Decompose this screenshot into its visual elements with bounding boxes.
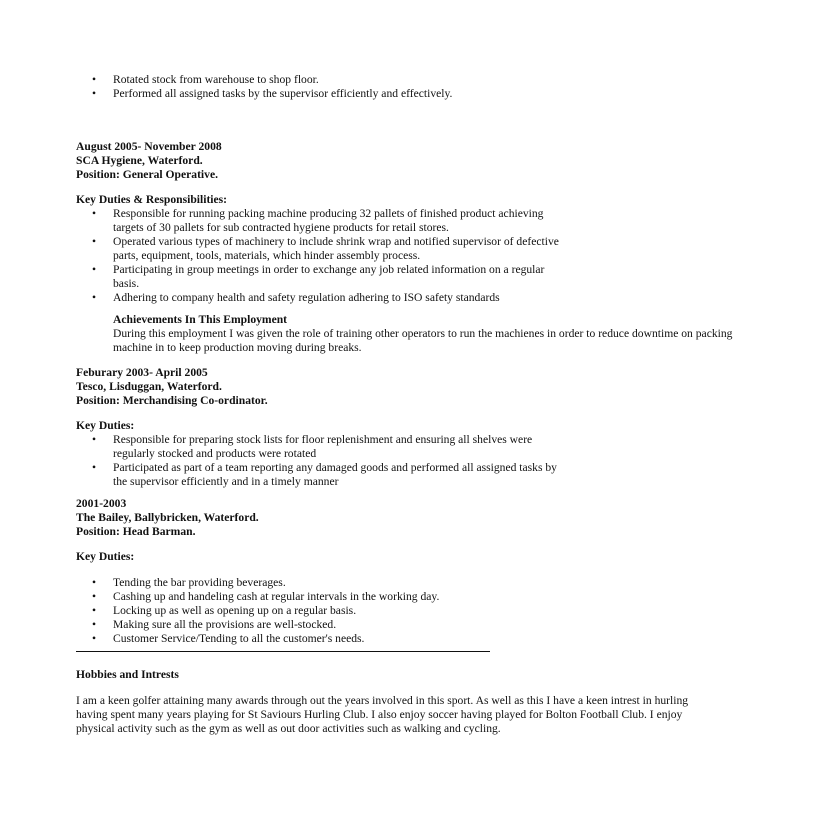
list-item: • Performed all assigned tasks by the supervisor efficiently and effectively.: [0, 87, 638, 101]
list-item: • Cashing up and handeling cash at regular intervals in the working day.: [0, 590, 638, 604]
list-item: • Participating in group meetings in order to exchange any job related information on a regular basis.: [0, 263, 638, 291]
job1-achievements-heading: Achievements In This Employment: [113, 313, 288, 326]
list-item: • Making sure all the provisions are well-stocked.: [0, 618, 638, 632]
list-item: • Locking up as well as opening up on a regular basis.: [0, 604, 638, 618]
job1-position: Position: General Operative.: [76, 168, 218, 181]
top-duty-list: [0, 73, 638, 101]
list-item: • Participated as part of a team reporting any damaged goods and performed all assigned tasks by the supervisor efficiently and in a timely manner: [0, 461, 638, 489]
section-divider: [76, 651, 490, 652]
job1-achievements-text: During this employment I was given the role of training other operators to run the machienes in order to reduce downtime on packing machine in to keep production moving during breaks.: [113, 327, 733, 354]
job3-duties-heading: Key Duties:: [76, 550, 135, 563]
job2-position: Position: Merchandising Co-ordinator.: [76, 394, 268, 407]
list-item: • Customer Service/Tending to all the customer's needs.: [0, 632, 638, 646]
job1-dates: August 2005- November 2008: [76, 140, 222, 153]
hobbies-text: I am a keen golfer attaining many awards through out the years involved in this sport. As well as this I have a keen intrest in hurling having spent many years playing for St Saviours Hurling Club. I also enjoy soccer having played for Bolton Football Club. I enjoy physical activity such as the gym as well as out door activities such as walking and cycling.: [76, 694, 689, 735]
job3-company: The Bailey, Ballybricken, Waterford.: [76, 511, 259, 524]
job3-duty-list: [0, 576, 638, 646]
job3-dates: 2001-2003: [76, 497, 127, 510]
hobbies-heading: Hobbies and Intrests: [76, 668, 179, 681]
list-item: • Responsible for preparing stock lists for floor replenishment and ensuring all shelves were regularly stocked and products were rotated: [0, 433, 638, 461]
list-item: • Rotated stock from warehouse to shop floor.: [0, 73, 638, 87]
job2-duty-list: [0, 433, 638, 489]
job1-duty-list: [0, 207, 638, 305]
list-item: • Operated various types of machinery to include shrink wrap and notified supervisor of defective parts, equipment, tools, materials, which hinder assembly process.: [0, 235, 638, 263]
job2-dates: Feburary 2003- April 2005: [76, 366, 208, 379]
list-item: • Responsible for running packing machine producing 32 pallets of finished product achieving targets of 30 pallets for sub contracted hygiene products for retail stores.: [0, 207, 638, 235]
job1-company: SCA Hygiene, Waterford.: [76, 154, 203, 167]
job3-position: Position: Head Barman.: [76, 525, 196, 538]
list-item: • Tending the bar providing beverages.: [0, 576, 638, 590]
job2-company: Tesco, Lisduggan, Waterford.: [76, 380, 222, 393]
list-item: • Adhering to company health and safety regulation adhering to ISO safety standards: [0, 291, 638, 305]
job2-duties-heading: Key Duties:: [76, 419, 135, 432]
job1-duties-heading: Key Duties & Responsibilities:: [76, 193, 228, 206]
